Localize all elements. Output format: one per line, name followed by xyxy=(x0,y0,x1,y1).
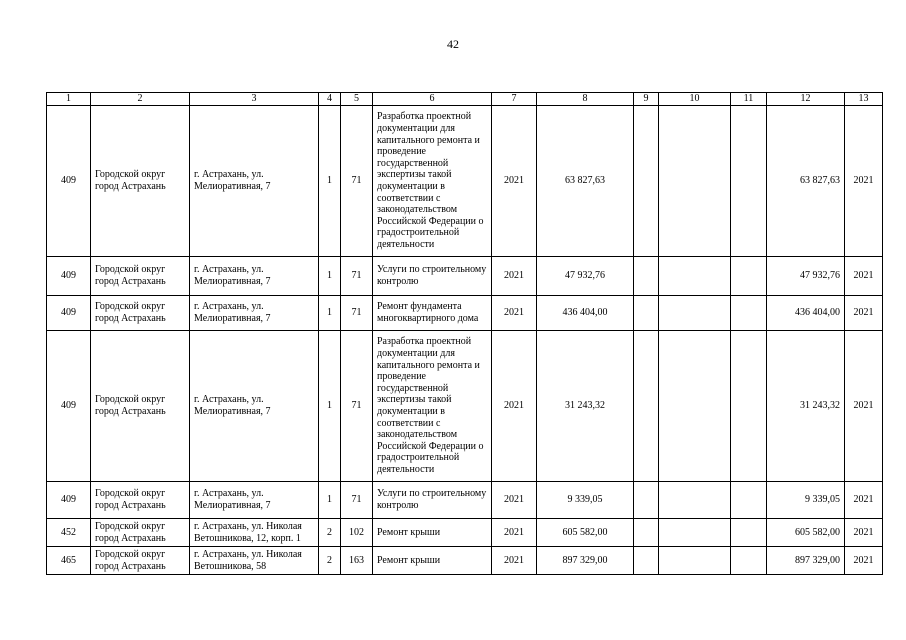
col4-cell: 1 xyxy=(319,296,341,331)
col11-cell xyxy=(731,519,767,547)
address-cell: г. Астрахань, ул. Мелиоративная, 7 xyxy=(190,106,319,257)
total-cell: 31 243,32 xyxy=(767,331,845,482)
work-type-cell: Ремонт фундамента многоквартирного дома xyxy=(373,296,492,331)
col4-cell: 1 xyxy=(319,257,341,296)
data-table xyxy=(46,92,883,575)
end-year-cell: 2021 xyxy=(845,547,883,575)
col4-cell: 1 xyxy=(319,482,341,519)
end-year-cell: 2021 xyxy=(845,482,883,519)
column-header: 2 xyxy=(91,93,190,106)
object-number-cell: 465 xyxy=(47,547,91,575)
year-cell: 2021 xyxy=(492,106,537,257)
municipality-cell: Городской округ город Астрахань xyxy=(91,547,190,575)
total-cell: 897 329,00 xyxy=(767,547,845,575)
col9-cell xyxy=(634,482,659,519)
column-header: 11 xyxy=(731,93,767,106)
year-cell: 2021 xyxy=(492,482,537,519)
work-type-cell: Услуги по строительному контролю xyxy=(373,482,492,519)
end-year-cell: 2021 xyxy=(845,106,883,257)
col9-cell xyxy=(634,331,659,482)
column-header: 13 xyxy=(845,93,883,106)
total-cell: 436 404,00 xyxy=(767,296,845,331)
table-row xyxy=(47,257,883,296)
cost-cell: 9 339,05 xyxy=(537,482,634,519)
end-year-cell: 2021 xyxy=(845,331,883,482)
year-cell: 2021 xyxy=(492,296,537,331)
municipality-cell: Городской округ город Астрахань xyxy=(91,296,190,331)
work-type-cell: Ремонт крыши xyxy=(373,547,492,575)
col5-cell: 71 xyxy=(341,106,373,257)
total-cell: 47 932,76 xyxy=(767,257,845,296)
column-header: 6 xyxy=(373,93,492,106)
col4-cell: 2 xyxy=(319,519,341,547)
address-cell: г. Астрахань, ул. Мелиоративная, 7 xyxy=(190,331,319,482)
col4-cell: 1 xyxy=(319,106,341,257)
cost-cell: 47 932,76 xyxy=(537,257,634,296)
object-number-cell: 409 xyxy=(47,482,91,519)
column-header: 3 xyxy=(190,93,319,106)
object-number-cell: 409 xyxy=(47,296,91,331)
col5-cell: 102 xyxy=(341,519,373,547)
address-cell: г. Астрахань, ул. Мелиоративная, 7 xyxy=(190,257,319,296)
col9-cell xyxy=(634,106,659,257)
col10-cell xyxy=(659,296,731,331)
work-type-cell: Ремонт крыши xyxy=(373,519,492,547)
address-cell: г. Астрахань, ул. Николая Ветошникова, 12, корп. 1 xyxy=(190,519,319,547)
col4-cell: 2 xyxy=(319,547,341,575)
col9-cell xyxy=(634,257,659,296)
end-year-cell: 2021 xyxy=(845,519,883,547)
col9-cell xyxy=(634,296,659,331)
col5-cell: 71 xyxy=(341,482,373,519)
col5-cell: 71 xyxy=(341,257,373,296)
total-cell: 9 339,05 xyxy=(767,482,845,519)
column-header: 4 xyxy=(319,93,341,106)
municipality-cell: Городской округ город Астрахань xyxy=(91,331,190,482)
col11-cell xyxy=(731,482,767,519)
table-row xyxy=(47,482,883,519)
col5-cell: 163 xyxy=(341,547,373,575)
table-row xyxy=(47,296,883,331)
col9-cell xyxy=(634,519,659,547)
year-cell: 2021 xyxy=(492,257,537,296)
cost-cell: 436 404,00 xyxy=(537,296,634,331)
table-header xyxy=(47,93,883,106)
table-row xyxy=(47,519,883,547)
cost-cell: 897 329,00 xyxy=(537,547,634,575)
col5-cell: 71 xyxy=(341,331,373,482)
year-cell: 2021 xyxy=(492,519,537,547)
end-year-cell: 2021 xyxy=(845,296,883,331)
address-cell: г. Астрахань, ул. Мелиоративная, 7 xyxy=(190,482,319,519)
col9-cell xyxy=(634,547,659,575)
col10-cell xyxy=(659,257,731,296)
cost-cell: 605 582,00 xyxy=(537,519,634,547)
col10-cell xyxy=(659,482,731,519)
column-header: 7 xyxy=(492,93,537,106)
address-cell: г. Астрахань, ул. Николая Ветошникова, 58 xyxy=(190,547,319,575)
address-cell: г. Астрахань, ул. Мелиоративная, 7 xyxy=(190,296,319,331)
municipality-cell: Городской округ город Астрахань xyxy=(91,106,190,257)
col4-cell: 1 xyxy=(319,331,341,482)
end-year-cell: 2021 xyxy=(845,257,883,296)
col11-cell xyxy=(731,257,767,296)
col10-cell xyxy=(659,519,731,547)
table-row xyxy=(47,106,883,257)
municipality-cell: Городской округ город Астрахань xyxy=(91,519,190,547)
col11-cell xyxy=(731,296,767,331)
object-number-cell: 409 xyxy=(47,257,91,296)
total-cell: 605 582,00 xyxy=(767,519,845,547)
year-cell: 2021 xyxy=(492,331,537,482)
col11-cell xyxy=(731,331,767,482)
object-number-cell: 409 xyxy=(47,331,91,482)
municipality-cell: Городской округ город Астрахань xyxy=(91,257,190,296)
object-number-cell: 452 xyxy=(47,519,91,547)
column-header: 10 xyxy=(659,93,731,106)
work-type-cell: Разработка проектной документации для капитального ремонта и проведение государственной экспертизы такой документации в соответствии с законодательством Российской Федерации о градостроительной деятельности xyxy=(373,331,492,482)
table-row xyxy=(47,547,883,575)
cost-cell: 63 827,63 xyxy=(537,106,634,257)
col11-cell xyxy=(731,106,767,257)
column-header: 5 xyxy=(341,93,373,106)
cost-cell: 31 243,32 xyxy=(537,331,634,482)
col10-cell xyxy=(659,547,731,575)
object-number-cell: 409 xyxy=(47,106,91,257)
table-row xyxy=(47,331,883,482)
col11-cell xyxy=(731,547,767,575)
total-cell: 63 827,63 xyxy=(767,106,845,257)
column-header: 8 xyxy=(537,93,634,106)
work-type-cell: Услуги по строительному контролю xyxy=(373,257,492,296)
year-cell: 2021 xyxy=(492,547,537,575)
column-header: 9 xyxy=(634,93,659,106)
municipality-cell: Городской округ город Астрахань xyxy=(91,482,190,519)
col10-cell xyxy=(659,331,731,482)
col10-cell xyxy=(659,106,731,257)
page-number: 42 xyxy=(447,37,459,51)
work-type-cell: Разработка проектной документации для капитального ремонта и проведение государственной экспертизы такой документации в соответствии с законодательством Российской Федерации о градостроительной деятельности xyxy=(373,106,492,257)
col5-cell: 71 xyxy=(341,296,373,331)
header-row xyxy=(47,93,883,106)
column-header: 12 xyxy=(767,93,845,106)
column-header: 1 xyxy=(47,93,91,106)
